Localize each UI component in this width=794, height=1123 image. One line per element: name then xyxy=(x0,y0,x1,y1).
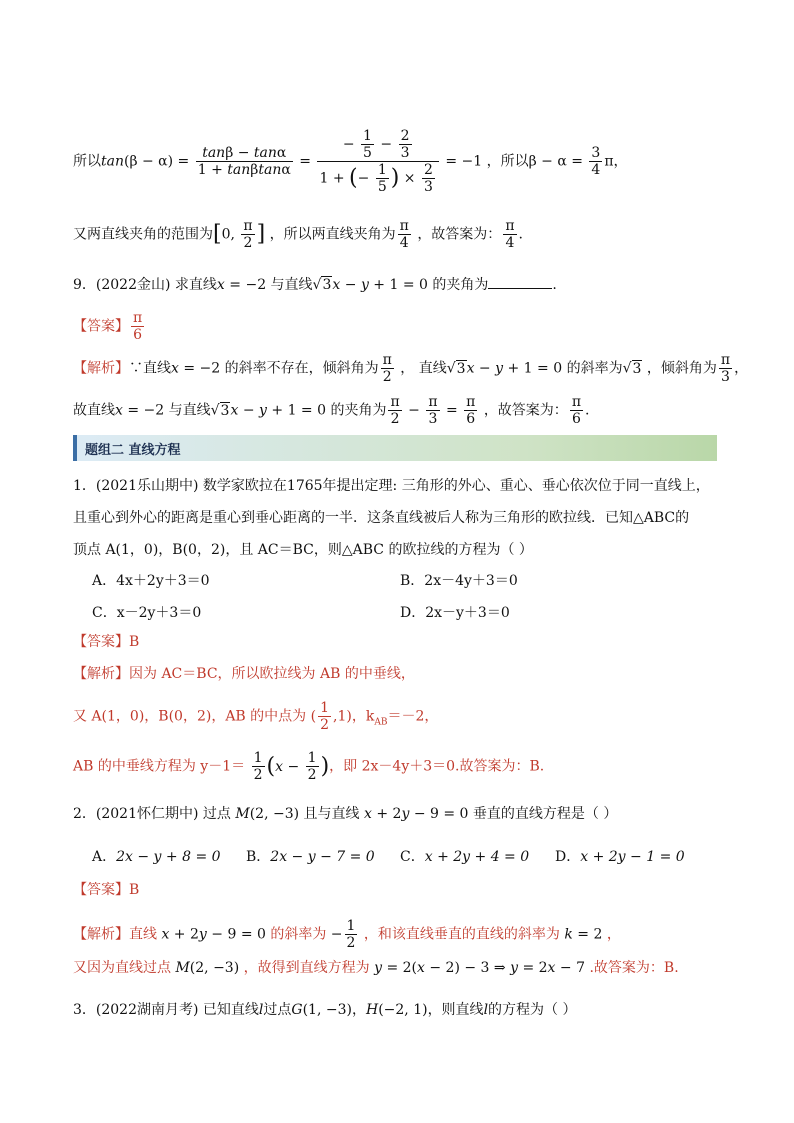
question-1-line-2: 且重心到外心的距离是重心到垂心距离的一半．这条直线被后人称为三角形的欧拉线．已知△ABC的 xyxy=(73,510,690,526)
answer-blank xyxy=(488,274,552,289)
answer-2: 【答案】B xyxy=(73,882,140,898)
analysis-1-line-3: AB 的中垂线方程为 y－1＝ $\frac{1}{2}$ (x − $\frac{1}{2}$ )，即 2x－4y＋3＝0.故答案为：B. xyxy=(73,750,545,783)
angle-range-line: 又两直线夹角的范围为[0, $\frac{\pi}{2}$ ] ，所以两直线夹角为 $\frac{\pi}{4}$ ，故答案为： $\frac{\pi}{4}$ . xyxy=(73,218,523,251)
option-d[interactable]: D．x + 2y − 1 = 0 xyxy=(555,849,685,865)
option-b[interactable]: B．2x − y − 7 = 0 xyxy=(246,849,375,865)
analysis-2-line-1: 【解析】直线 x + 2y − 9 = 0 的斜率为 − $\frac{1}{2}$ ，和该直线垂直的直线的斜率为 k = 2 ， xyxy=(73,918,621,951)
question-3: 3．(2022湖南月考) 已知直线l过点G(1, −3)，H(−2, 1)，则直线l的方程为（ ） xyxy=(73,1002,577,1018)
analysis-1-line-2: 又 A(1，0)，B(0，2)，AB 的中点为 ( $\frac{1}{2}$ ,1)，$k_{AB}=-2$， xyxy=(73,700,439,733)
option-d[interactable]: D．2x－y＋3＝0 xyxy=(400,605,510,621)
question-9: 9．(2022金山) 求直线x = −2 与直线√3x − y + 1 = 0 的夹角为 . xyxy=(73,274,557,295)
answer-9: 【答案】 $\frac{\pi}{6}$ xyxy=(73,310,143,343)
option-a[interactable]: A．4x＋2y＋3＝0 xyxy=(92,573,210,589)
question-1-line-3: 顶点 A(1，0)，B(0，2)，且 AC＝BC，则△ABC 的欧拉线的方程为（ ） xyxy=(73,542,533,558)
frac-values: − $\frac{1}{5}$ − $\frac{2}{3}$ 1 + (− $\frac{1}{5}$ ) × $\frac{2}{3}$ xyxy=(317,128,438,195)
formula-line-1: 所以tan(β − α) = $\frac{\tan\beta - \tan\alpha}{1 + \tan\beta\tan\alpha}$ = − $\frac{1}{5}$ − $\frac{2}{3}$ 1 + (− $\frac{1}{5}$ ) × $\frac{2}{3}$ = −1 ，所以β − α = $\frac{3}{4}$ π， xyxy=(73,128,628,195)
option-c[interactable]: C．x + 2y + 4 = 0 xyxy=(400,849,530,865)
option-a[interactable]: A．2x − y + 8 = 0 xyxy=(92,849,221,865)
because-icon: ∵ xyxy=(129,360,143,377)
question-1-line-1: 1．(2021乐山期中) 数学家欧拉在1765年提出定理: 三角形的外心、重心、垂心依次位于同一直线上， xyxy=(73,478,710,494)
analysis-9-line-2: 故直线x = −2 与直线√3x − y + 1 = 0 的夹角为 $\frac{\pi}{2}$ − $\frac{\pi}{3}$ = $\frac{\pi}{6}$ ，故答案为： $\frac{\pi}{6}$ . xyxy=(73,394,590,427)
analysis-2-line-2: 又因为直线过点 M(2, −3) ，故得到直线方程为 y = 2(x − 2) − 3 ⇒ y = 2x − 7 .故答案为：B. xyxy=(73,960,679,976)
question-2: 2．(2021怀仁期中) 过点 M(2, −3) 且与直线 x + 2y − 9 = 0 垂直的直线方程是（ ） xyxy=(73,806,618,822)
analysis-9-line-1: 【解析】∵直线x = −2 的斜率不存在，倾斜角为 $\frac{\pi}{2}$ ， 直线√3x − y + 1 = 0 的斜率为√3 ，倾斜角为 $\frac{\pi}{3}$ ， xyxy=(73,352,749,385)
frac-tan: $\frac{\tan\beta - \tan\alpha}{1 + \tan\beta\tan\alpha}$ xyxy=(197,145,291,178)
option-b[interactable]: B．2x－4y＋3＝0 xyxy=(400,573,518,589)
section-header: 题组二 直线方程 xyxy=(73,435,717,461)
analysis-1-line-1: 【解析】因为 AC＝BC，所以欧拉线为 AB 的中垂线， xyxy=(73,666,415,682)
answer-1: 【答案】B xyxy=(73,634,140,650)
option-c[interactable]: C．x－2y＋3＝0 xyxy=(92,605,202,621)
